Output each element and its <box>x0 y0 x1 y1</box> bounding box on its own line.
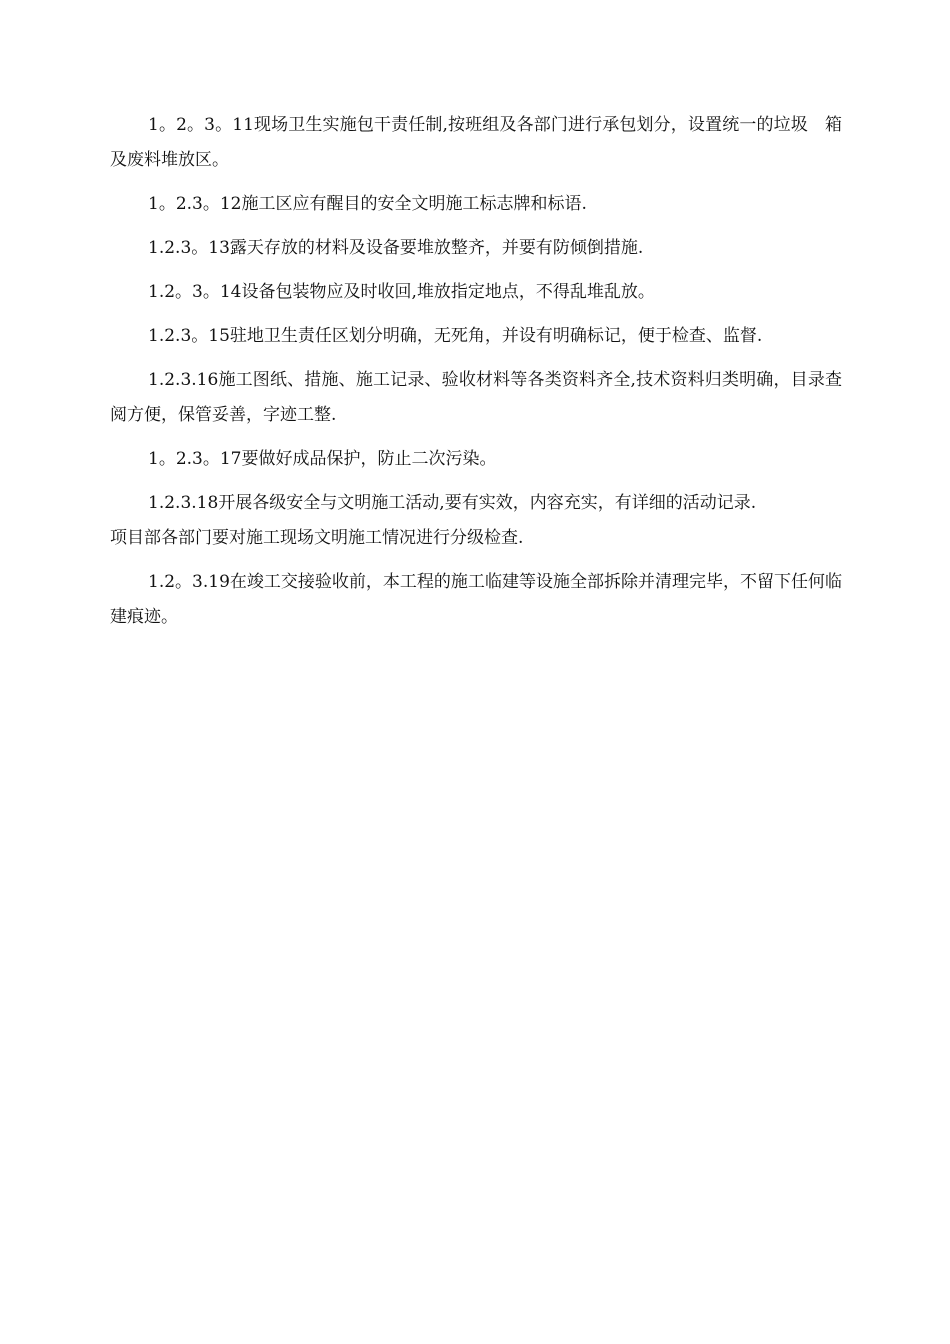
paragraph-1-2-3-15: 1.2.3。15驻地卫生责任区划分明确，无死角，并设有明确标记，便于检查、监督. <box>148 326 763 346</box>
document-body <box>110 108 842 644</box>
paragraph-1-2-3-11: 1。2。3。11现场卫生实施包干责任制,按班组及各部门进行承包划分，设置统一的垃圾 箱及废料堆放区。 <box>110 115 842 170</box>
paragraph-1-2-3-18-continued: 项目部各部门要对施工现场文明施工情况进行分级检查. <box>110 528 524 548</box>
paragraph-1-2-3-12: 1。2.3。12施工区应有醒目的安全文明施工标志牌和标语. <box>148 194 587 214</box>
paragraph-1-2-3-18: 1.2.3.18开展各级安全与文明施工活动,要有实效，内容充实，有详细的活动记录. <box>148 493 757 513</box>
paragraph-1-2-3-16: 1.2.3.16施工图纸、措施、施工记录、验收材料等各类资料齐全,技术资料归类明确，目录查阅方便，保管妥善，字迹工整. <box>110 370 842 425</box>
paragraph-1-2-3-17: 1。2.3。17要做好成品保护，防止二次污染。 <box>148 449 497 469</box>
paragraph-1-2-3-14: 1.2。3。14设备包装物应及时收回,堆放指定地点，不得乱堆乱放。 <box>148 282 655 302</box>
paragraph-1-2-3-13: 1.2.3。13露天存放的材料及设备要堆放整齐，并要有防倾倒措施. <box>148 238 644 258</box>
paragraph-1-2-3-19: 1.2。3.19在竣工交接验收前，本工程的施工临建等设施全部拆除并清理完毕，不留下任何临建痕迹。 <box>110 572 842 627</box>
